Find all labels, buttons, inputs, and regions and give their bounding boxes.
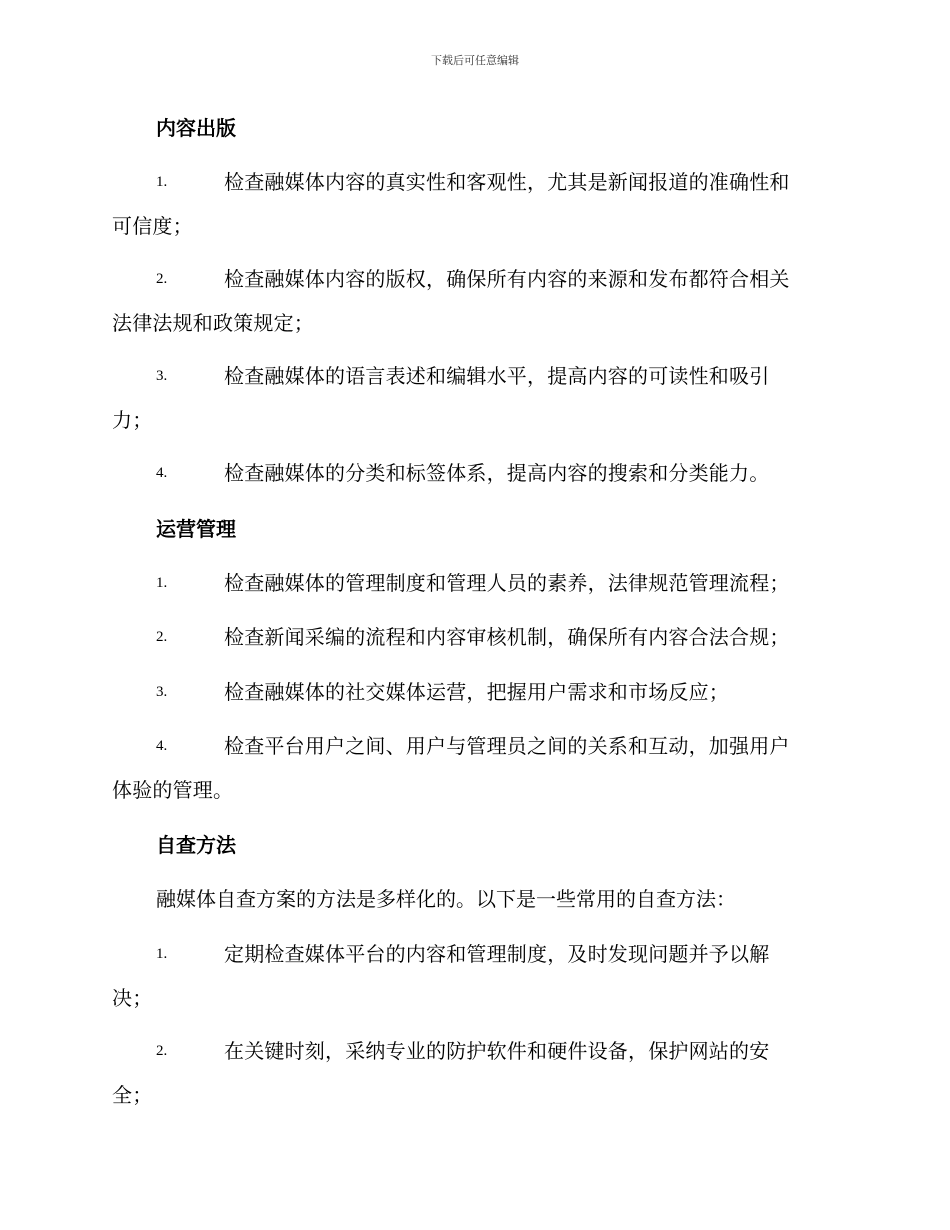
list-item-text: 在关键时刻，采纳专业的防护软件和硬件设备，保护网站的安 <box>224 1039 770 1063</box>
list-item-number: 4. <box>156 465 168 481</box>
list-item <box>112 932 842 1020</box>
list-item-number: 2. <box>156 271 168 287</box>
list-item <box>112 451 842 495</box>
list-item-text: 检查融媒体的社交媒体运营，把握用户需求和市场反应； <box>224 680 729 704</box>
section-heading-self-inspection-methods: 自查方法 <box>156 833 236 857</box>
list-item-text: 检查融媒体内容的版权，确保所有内容的来源和发布都符合相关 <box>224 267 790 291</box>
list-item-number: 3. <box>156 684 168 700</box>
list-item <box>112 354 842 442</box>
list-item-number: 2. <box>156 629 168 645</box>
list-item-text-continued: 体验的管理。 <box>112 778 234 802</box>
list-item-text: 定期检查媒体平台的内容和管理制度，及时发现问题并予以解 <box>224 942 770 966</box>
list-item-text: 检查平台用户之间、用户与管理员之间的关系和互动，加强用户 <box>224 734 790 758</box>
list-item <box>112 724 842 812</box>
list-item-text-continued: 全； <box>112 1083 153 1107</box>
list-item-number: 1. <box>156 575 168 591</box>
section-heading-content-publishing: 内容出版 <box>156 116 236 140</box>
list-item-number: 1. <box>156 174 168 190</box>
list-item <box>112 257 842 345</box>
list-item-text: 检查融媒体的管理制度和管理人员的素养，法律规范管理流程； <box>224 571 790 595</box>
list-item-text: 检查融媒体内容的真实性和客观性，尤其是新闻报道的准确性和 <box>224 170 790 194</box>
section-intro-paragraph: 融媒体自查方案的方法是多样化的。以下是一些常用的自查方法： <box>156 887 736 911</box>
list-item <box>112 160 842 248</box>
list-item-text-continued: 决； <box>112 986 153 1010</box>
list-item-number: 2. <box>156 1043 168 1059</box>
list-item <box>112 670 842 714</box>
list-item-number: 4. <box>156 738 168 754</box>
list-item-number: 3. <box>156 368 168 384</box>
list-item-text-continued: 可信度； <box>112 214 193 238</box>
header-note: 下载后可任意编辑 <box>431 54 519 67</box>
list-item-text: 检查新闻采编的流程和内容审核机制，确保所有内容合法合规； <box>224 625 790 649</box>
list-item-text: 检查融媒体的语言表述和编辑水平，提高内容的可读性和吸引 <box>224 364 770 388</box>
list-item-text: 检查融媒体的分类和标签体系，提高内容的搜索和分类能力。 <box>224 461 770 485</box>
list-item <box>112 1029 842 1117</box>
section-heading-operations-management: 运营管理 <box>156 517 236 541</box>
list-item-text-continued: 法律法规和政策规定； <box>112 311 314 335</box>
list-item <box>112 561 842 605</box>
list-item-text-continued: 力； <box>112 408 153 432</box>
list-item-number: 1. <box>156 946 168 962</box>
list-item <box>112 615 842 659</box>
